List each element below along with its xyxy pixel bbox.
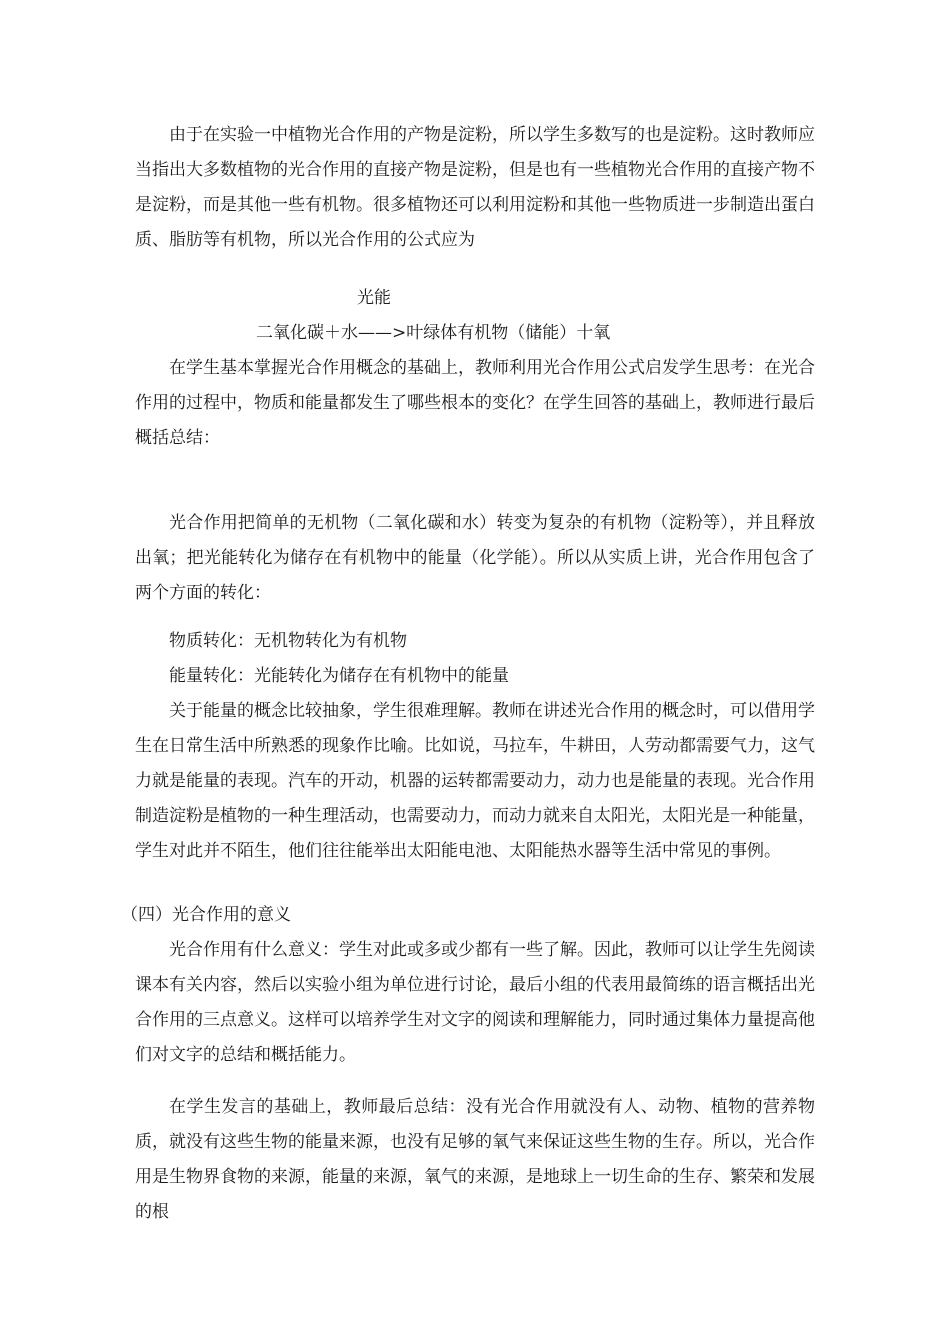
paragraph-teacher-summary: 在学生发言的基础上，教师最后总结：没有光合作用就没有人、动物、植物的营养物质，就没有这些生物的能量来源，也没有足够的氧气来保证这些生物的生存。所以，光合作用是生物界食物的来源，能量的来源，氧气的来源，是地球上一切生命的生存、繁荣和发展的根 [135, 1097, 815, 1222]
photosynthesis-formula: 二氧化碳＋水——>叶绿体有机物（储能）十氧 [256, 323, 611, 343]
paragraph-starch-product: 由于在实验一中植物光合作用的产物是淀粉，所以学生多数写的也是淀粉。这时教师应当指出大多数植物的光合作用的直接产物是淀粉，但是也有一些植物光合作用的直接产物不是淀粉，而是其他一些有机物。很多植物还可以利用淀粉和其他一些物质进一步制造出蛋白质、脂肪等有机物，所以光合作用的公式应为 [135, 125, 815, 250]
paragraph-energy-conversion: 能量转化：光能转化为储存在有机物中的能量 [169, 666, 509, 686]
formula-light-energy: 光能 [357, 288, 391, 308]
paragraph-think-question: 在学生基本掌握光合作用概念的基础上，教师利用光合作用公式启发学生思考：在光合作用的过程中，物质和能量都发生了哪些根本的变化？在学生回答的基础上，教师进行最后概括总结： [135, 358, 815, 448]
paragraph-conversion-summary: 光合作用把简单的无机物（二氧化碳和水）转变为复杂的有机物（淀粉等），并且释放出氧；把光能转化为储存在有机物中的能量（化学能）。所以从实质上讲，光合作用包含了两个方面的转化： [135, 513, 815, 603]
paragraph-energy-analogy: 关于能量的概念比较抽象，学生很难理解。教师在讲述光合作用的概念时，可以借用学生在日常生活中所熟悉的现象作比喻。比如说，马拉车，牛耕田，人劳动都需要气力，这气力就是能量的表现。汽车的开动，机器的运转都需要动力，动力也是能量的表现。光合作用制造淀粉是植物的一种生理活动，也需要动力，而动力就来自太阳光，太阳光是一种能量，学生对此并不陌生，他们往往能举出太阳能电池、太阳能热水器等生活中常见的事例。 [135, 701, 815, 861]
paragraph-matter-conversion: 物质转化：无机物转化为有机物 [169, 631, 407, 651]
section-heading-significance: （四）光合作用的意义 [121, 905, 291, 925]
paragraph-significance-discussion: 光合作用有什么意义：学生对此或多或少都有一些了解。因此，教师可以让学生先阅读课本有关内容，然后以实验小组为单位进行讨论，最后小组的代表用最简练的语言概括出光合作用的三点意义。这样可以培养学生对文字的阅读和理解能力，同时通过集体力量提高他们对文字的总结和概括能力。 [135, 940, 815, 1065]
